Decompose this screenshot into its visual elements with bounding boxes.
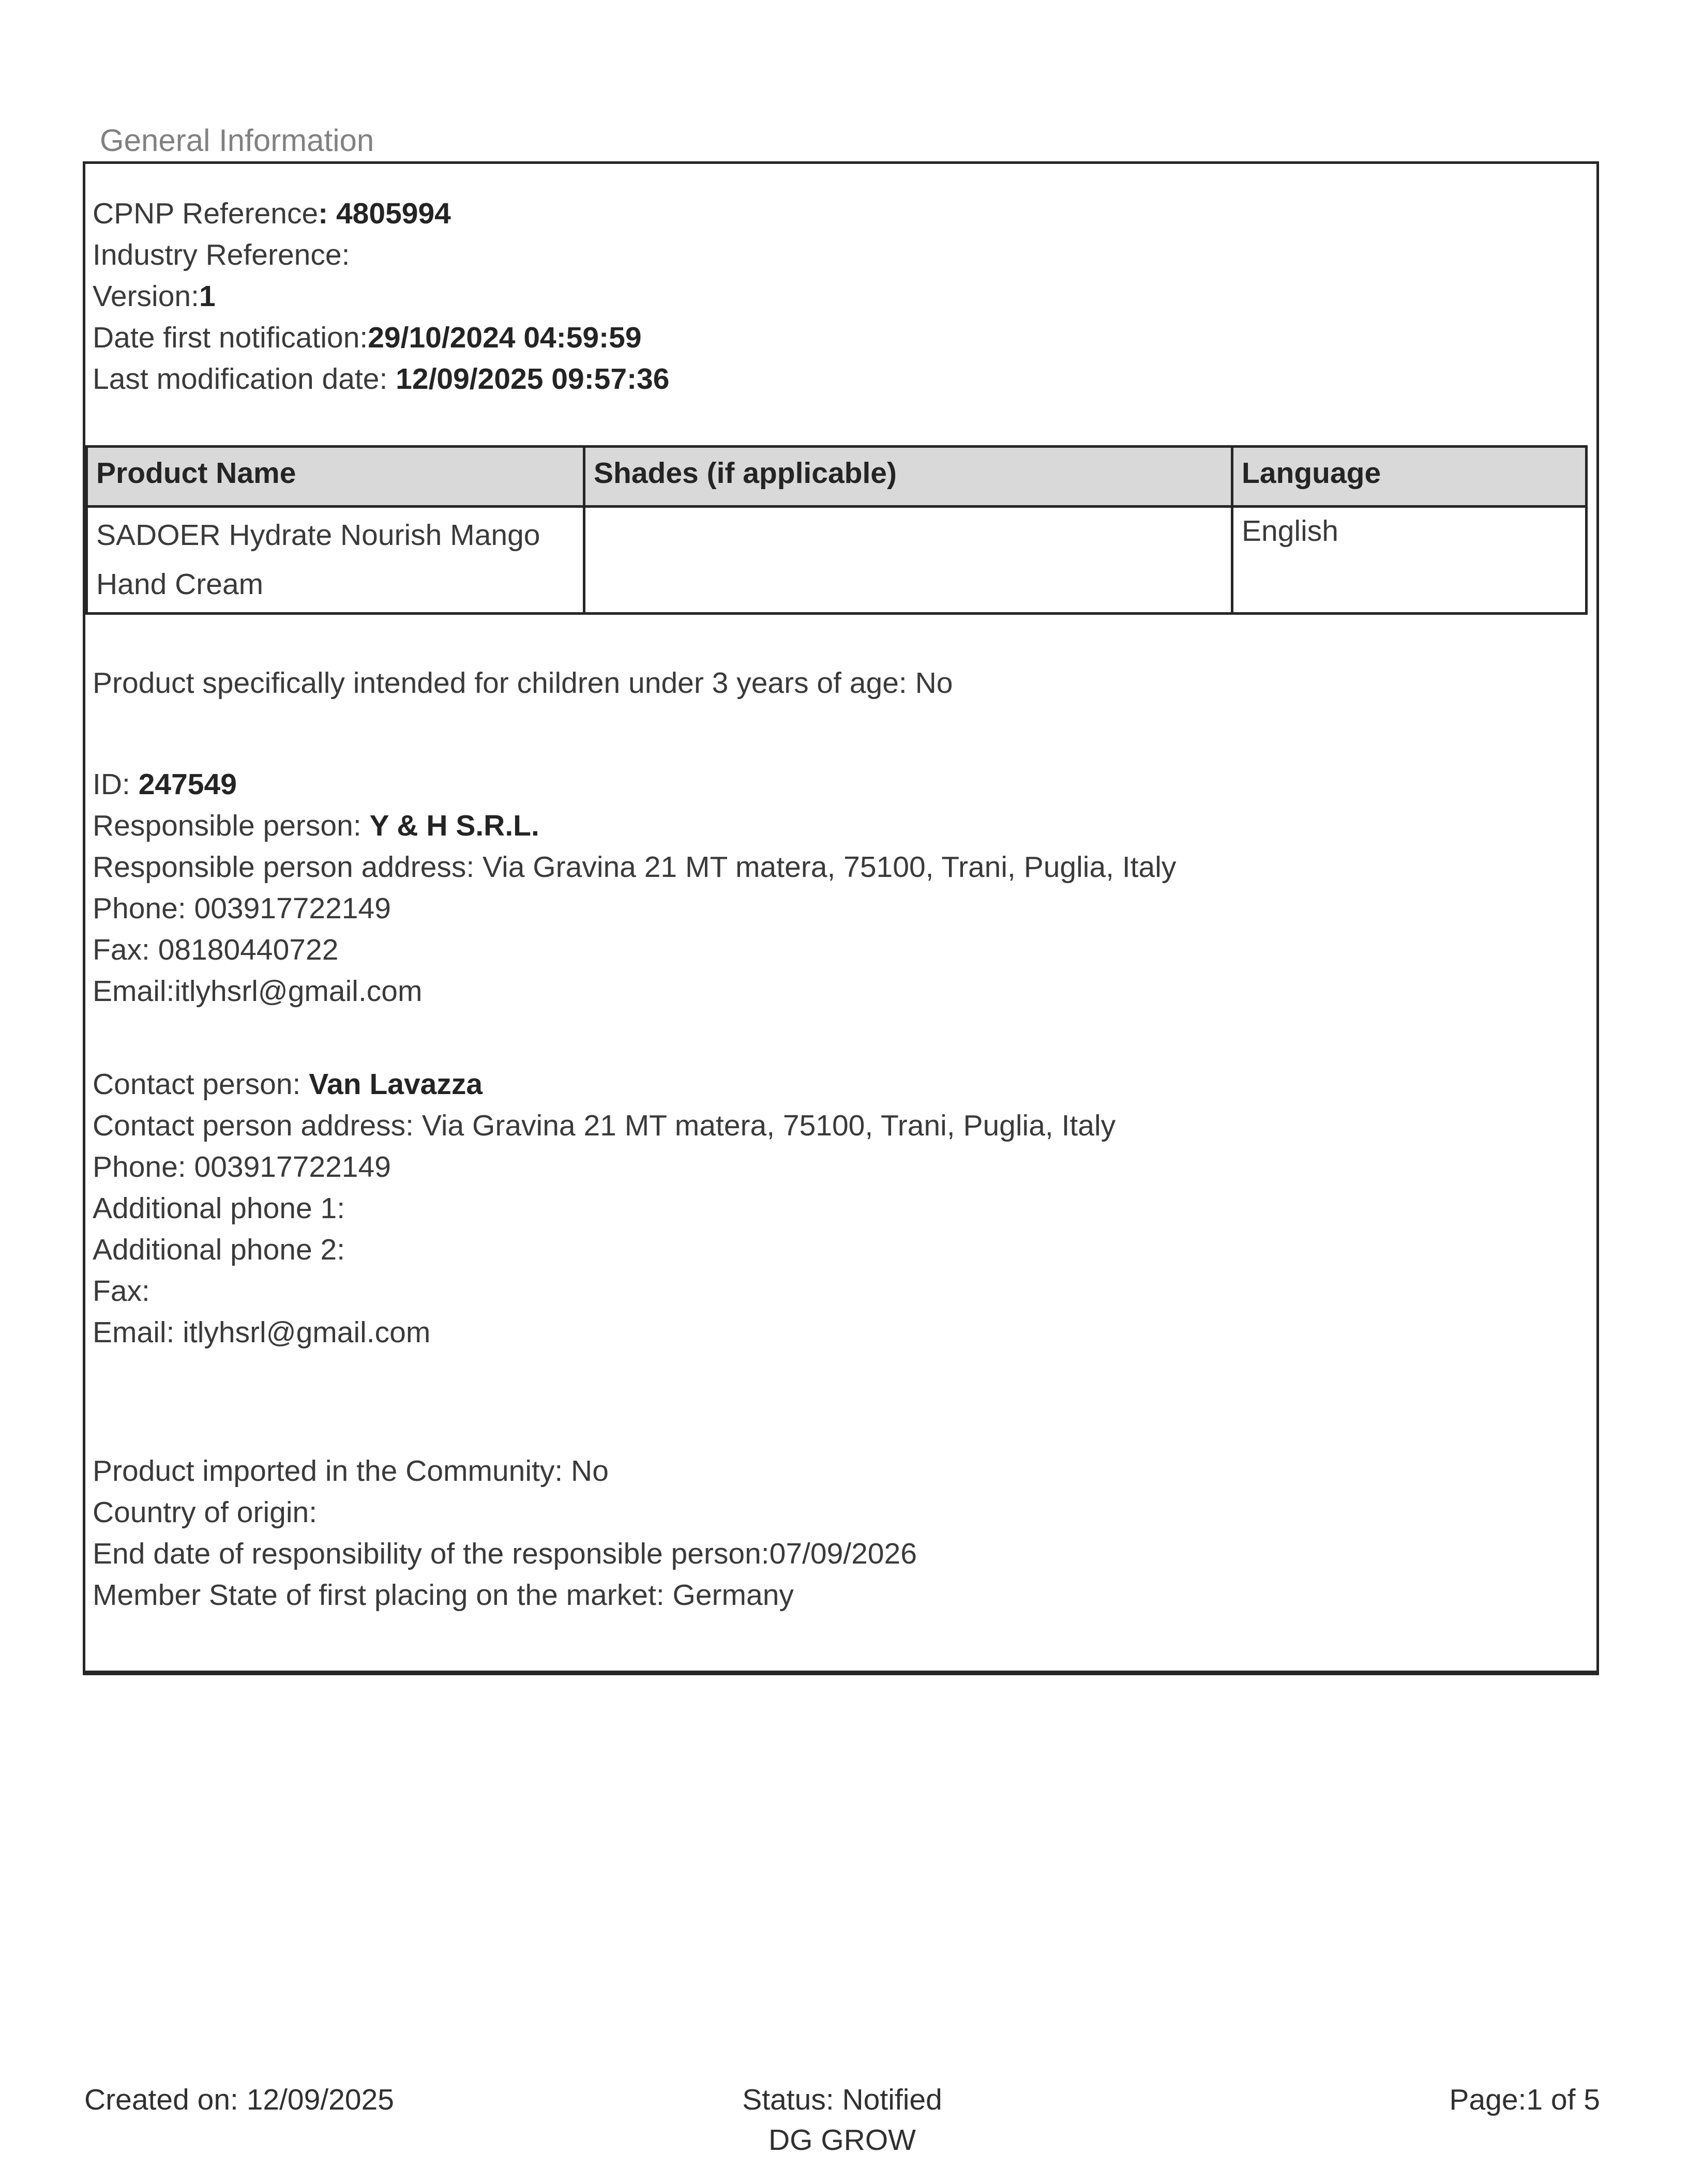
field-value: 29/10/2024 04:59:59 — [368, 321, 642, 354]
field-contact-person-address: Contact person address: Via Gravina 21 MT matera, 75100, Trani, Puglia, Italy — [93, 1109, 1116, 1142]
footer-row — [84, 2080, 1600, 2120]
field-label: Last modification date: — [93, 362, 396, 396]
field-value: 1 — [199, 280, 216, 313]
field-responsible-person-address: Responsible person address: Via Gravina 21 MT matera, 75100, Trani, Puglia, Italy — [93, 851, 1177, 884]
field-contact-person — [93, 1064, 1582, 1105]
field-value: : 4805994 — [318, 197, 451, 230]
responsible-person-block — [93, 764, 1582, 1012]
field-responsible-person — [93, 805, 1582, 846]
table-row — [87, 507, 1587, 614]
field-end-date-of-responsibility: End date of responsibility of the responsible person:07/09/2026 — [93, 1537, 917, 1570]
field-product-imported: Product imported in the Community: No — [93, 1454, 609, 1488]
footer-page-number: Page:1 of 5 — [1449, 2083, 1600, 2116]
contact-person-block — [93, 1064, 1582, 1353]
footer-org: DG GROW — [768, 2124, 916, 2157]
field-version — [93, 276, 1582, 317]
field-member-state-first-placing: Member State of first placing on the market: Germany — [93, 1579, 794, 1612]
footer-status: Status: Notified — [742, 2083, 942, 2116]
column-header-product-name: Product Name — [87, 447, 584, 507]
product-table — [85, 445, 1588, 615]
footer-created-on: Created on: 12/09/2025 — [84, 2083, 394, 2116]
field-last-modification-date — [93, 358, 1582, 400]
field-industry-reference — [93, 234, 1582, 276]
field-label: ID: — [93, 768, 139, 801]
field-country-of-origin: Country of origin: — [93, 1496, 318, 1529]
children-statement: Product specifically intended for children under 3 years of age: No — [93, 666, 953, 700]
table-header-row — [87, 447, 1587, 507]
field-label: Industry Reference: — [93, 238, 350, 271]
field-label: Contact person: — [93, 1068, 309, 1101]
field-label: Responsible person: — [93, 809, 370, 842]
field-contact-email: Email: itlyhsrl@gmail.com — [93, 1316, 431, 1349]
field-responsible-phone: Phone: 003917722149 — [93, 892, 391, 925]
field-value: 247549 — [138, 768, 237, 801]
general-information-box — [83, 161, 1599, 1675]
field-additional-phone-2: Additional phone 2: — [93, 1233, 345, 1266]
page-title: General Information — [100, 123, 374, 158]
import-info-block — [93, 1450, 1582, 1616]
field-cpnp-reference — [93, 193, 1582, 234]
field-value: Van Lavazza — [309, 1068, 483, 1101]
field-value: 12/09/2025 09:57:36 — [396, 362, 670, 396]
field-id — [93, 764, 1582, 805]
field-additional-phone-1: Additional phone 1: — [93, 1192, 345, 1225]
column-header-language: Language — [1232, 447, 1587, 507]
field-responsible-fax: Fax: 08180440722 — [93, 933, 339, 966]
cell-language: English — [1232, 507, 1587, 614]
cell-product-name: SADOER Hydrate Nourish Mango Hand Cream — [87, 507, 584, 614]
field-contact-phone: Phone: 003917722149 — [93, 1150, 391, 1184]
field-date-first-notification — [93, 317, 1582, 358]
page-footer — [84, 2080, 1600, 2160]
field-contact-fax: Fax: — [93, 1275, 150, 1308]
field-responsible-email: Email:itlyhsrl@gmail.com — [93, 975, 423, 1008]
field-label: Date first notification: — [93, 321, 368, 354]
cell-shades — [584, 507, 1232, 614]
field-label: Version: — [93, 280, 199, 313]
field-label: CPNP Reference — [93, 197, 319, 230]
field-value: Y & H S.R.L. — [369, 809, 539, 842]
column-header-shades: Shades (if applicable) — [584, 447, 1232, 507]
